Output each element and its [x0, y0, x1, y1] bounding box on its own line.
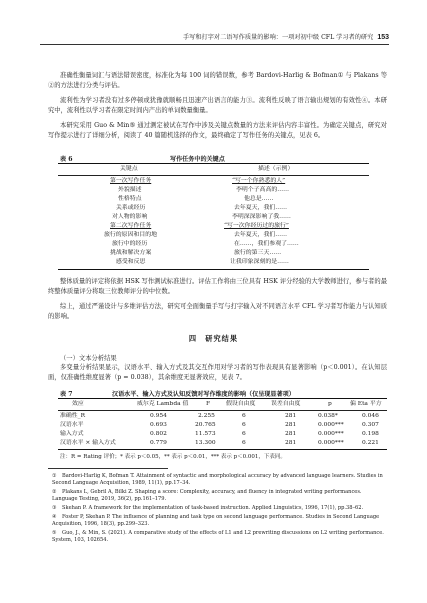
table7-number: 表 7: [60, 391, 73, 398]
footnote-1-marker: ①: [52, 473, 57, 479]
paragraph-overall-quality: 整体质量的评定将依据 HSK 写作测试标准进行。评估工作将由三位具有 HSK 评分经验的大学教师进行，参与者的最终整体质量评分将取三位教师评分的中位数。: [48, 278, 387, 296]
footnote-1-text: Bardovi-Harlig K, Bofman T. Attainment of syntactic and morphological accuracy by advanced language learners. Studies in Second Language Acquisition, 1989, 11(1), pp.17–34.: [52, 473, 383, 487]
table7-row-3-hyp-df: 6: [242, 440, 246, 446]
footnote-4-marker: ④: [52, 514, 57, 520]
table7-row-1-effect: 汉语水平: [60, 422, 84, 428]
table6-row-4-key: 对人物的影响: [112, 214, 148, 220]
table7-row-3-err-df: 281: [285, 440, 297, 446]
table6-row-3-desc: 去年夏天，我们……: [234, 205, 288, 211]
table7-row-0-lambda: 0.954: [150, 413, 167, 419]
table6-row-6-desc: 去年夏天，我们……: [234, 232, 288, 238]
footnote-4-text: Foster P, Skehan P. The influence of planning and task type on second language performance. Studies in Second Language Acquisition, 1996, 18(3), pp.299–323.: [52, 514, 380, 528]
footnote-5: [52, 530, 385, 545]
table6-row-9-desc: 让我印象深刻的是……: [230, 259, 289, 265]
subsection-title: （一）文本分析结果: [60, 355, 117, 362]
footnote-4: [52, 514, 385, 529]
table6-row-1-key: 外貌描述: [118, 187, 142, 193]
table7-row-0-f: 2.255: [198, 413, 215, 419]
table6-row-6-key: 旅行的原因和目的地: [104, 232, 158, 238]
table6-row-4-desc: 李明深深影响了我……: [232, 214, 291, 220]
table7-row-1-hyp-df: 6: [242, 422, 246, 428]
table7-row-1-p: 0.000***: [318, 422, 344, 428]
table6-number: 表 6: [60, 156, 73, 163]
table7-row-2-err-df: 281: [285, 431, 297, 437]
table7-row-1-err-df: 281: [285, 422, 297, 428]
table7-row-1-lambda: 0.693: [150, 422, 167, 428]
table6-row-5-key: 第二次写作任务: [110, 223, 152, 229]
footnote-2: [52, 489, 385, 504]
table7-header-effect: 效应: [72, 401, 84, 407]
table6-row-7-desc: 在……，我们参观了……: [234, 241, 299, 247]
table7-header-err-df: 误差自由度: [271, 401, 301, 407]
table6-col2-header: 描述（示例）: [258, 166, 294, 172]
table6-row-8-key: 挑战和解决方案: [110, 250, 152, 256]
footnote-3: [52, 505, 385, 512]
table7-row-2-effect: 输入方式: [60, 431, 84, 437]
table7-row-0-eta: 0.046: [362, 413, 379, 419]
table6-title: 写作任务中的关键点: [170, 156, 225, 163]
table6-row-2-key: 性格特点: [118, 196, 142, 202]
table7-title: 汉语水平、输入方式及认知反馈对写作维度的影响（仅呈现显著项）: [112, 391, 295, 398]
paragraph-summary: 综上，通过严谨设计与多维评估方法，研究可全面衡量手写与打字输入对不同语言水平 CFL 学习者写作能力与认知质的影响。: [48, 303, 387, 321]
table6-row-9-key: 感受和反思: [116, 259, 146, 265]
table7-row-2-f: 11.573: [195, 431, 216, 437]
table6-row-1-desc: 李明个子高高的……: [236, 187, 290, 193]
table7-row-0-p: 0.038*: [318, 413, 338, 419]
table7-row-3-f: 13.300: [195, 440, 216, 446]
footnote-3-text: Skehan P. A framework for the implementation of task-based instruction. Applied Linguistics, 1996, 17(1), pp.38–62.: [62, 505, 364, 511]
table6-bottom-rule: [58, 269, 369, 270]
table7-row-3-p: 0.000***: [318, 440, 344, 446]
table6-row-0-key: 第一次写作任务: [110, 178, 152, 184]
table7-header-hyp-df: 假设自由度: [226, 401, 256, 407]
table7-row-1-eta: 0.307: [362, 422, 379, 428]
page-number: 153: [377, 34, 389, 41]
footnote-2-text: Plakans L, Gebril A, Bilki Z. Shaping a score: Complexity, accuracy, and fluency in integrated writing performances. Language Testing, 2019, 36(2), pp.161–179.: [52, 489, 362, 503]
paragraph-accuracy: 准确性衡量词汇与语法错误密度，标准化为每 100 词的错误数，参考 Bardovi-Harlig & Bofman① 与 Plakans 等②的方法进行分类与评估。: [48, 72, 387, 90]
running-header-title: 手写和打字对二语写作质量的影响：一项对初中级 CFL 学习者的研究: [182, 34, 374, 41]
table7-top-rule: [58, 398, 387, 399]
table7-header-p: p: [328, 401, 332, 407]
table7-row-1-f: 20.765: [195, 422, 216, 428]
table6-row-7-key: 旅行中的经历: [112, 241, 148, 247]
footnote-3-marker: ③: [52, 505, 57, 511]
table6-row-3-key: 关系或经历: [116, 205, 146, 211]
table7-header-lambda: 威尔克 Lambda 值: [137, 401, 189, 407]
table7-row-2-eta: 0.198: [362, 431, 379, 437]
footnote-1: [52, 473, 385, 488]
table7-row-3-eta: 0.221: [362, 440, 379, 446]
table7-note: 注：R = Rating 评价；* 表示 p＜0.05，** 表示 p＜0.01，*** 表示 p＜0.001，下表同。: [60, 454, 286, 460]
table7-row-2-hyp-df: 6: [242, 431, 246, 437]
footnote-5-marker: ⑤: [52, 530, 57, 536]
table7-row-0-hyp-df: 6: [242, 413, 246, 419]
table7-row-3-lambda: 0.779: [150, 440, 167, 446]
table6-row-5-desc: “写一次你经历过的旅行”: [224, 223, 289, 229]
table6-row-8-desc: 旅行的第三天……: [234, 250, 282, 256]
table7-row-2-lambda: 0.802: [150, 431, 167, 437]
running-header: [40, 33, 389, 45]
table6-header-rule: [58, 175, 369, 176]
table6-row-2-desc: 他总是……: [244, 196, 274, 202]
table7-header-f: F: [206, 401, 211, 407]
footnote-2-marker: ②: [52, 489, 57, 495]
table7-row-2-p: 0.000***: [318, 431, 344, 437]
table7-header-rule: [58, 410, 387, 411]
table7-row-0-effect: 准确性_R: [60, 413, 86, 419]
table7-row-0-err-df: 281: [285, 413, 297, 419]
table7-bottom-rule: [58, 449, 387, 450]
section-title: 四 研究结果: [188, 334, 239, 343]
table6-row-0-desc: “写一个你熟悉的人”: [232, 178, 286, 184]
footnote-5-text: Guo, J., & Min, S. (2021). A comparative study of the effects of L1 and L2 prewriting discussions on L2 writing performance. System, 103, 102654.: [52, 530, 384, 544]
paragraph-fluency: 流利性为学习者没有过多停顿或犹豫就顺畅且迅速产出语言的能力③。流利性反映了语言输出规划的有效性④。本研究中，流利性以学习者在限定时间内产出的单词数量衡量。: [48, 97, 387, 115]
table6-top-rule: [58, 163, 369, 164]
paragraph-results: 多变量分析结果显示，汉语水平、输入方式及其交互作用对学习者的写作表现具有显著影响（p＜0.001）。在认知层面，仅准确性维度显著（p = 0.038），其余维度无显著效应，见表 7。: [48, 364, 387, 382]
footnote-rule: [48, 468, 168, 469]
table7-header-eta: 偏 Eta 平方: [350, 401, 382, 407]
table6-col1-header: 关键点: [120, 166, 138, 172]
paragraph-content: 本研究采用 Guo & Min⑤ 通过测定被试在写作中涉及关键点数量的方法来评估内容丰富性。为确定关键点，研究对写作提示进行了详细分析，阅读了 40 篇随机选择的作文，最终确定了写作任务的关键点，见表 6。: [48, 122, 387, 140]
table7-row-3-effect: 汉语水平 × 输入方式: [60, 440, 116, 446]
